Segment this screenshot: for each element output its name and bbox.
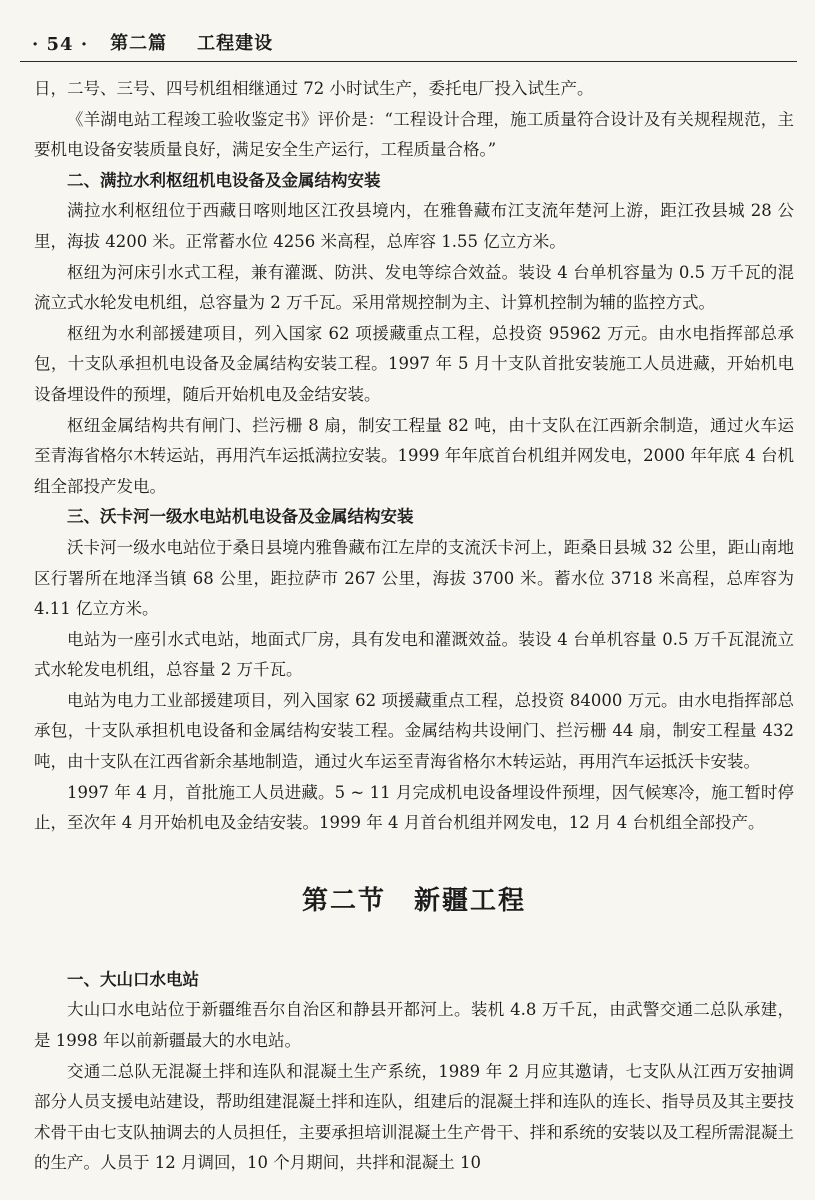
spacer [34,839,794,873]
page-number: · 54 · [32,34,89,55]
paragraph: 交通二总队无混凝土拌和连队和混凝土生产系统，1989 年 2 月应其邀请，七支队从江西万安抽调部分人员支援电站建设，帮助组建混凝土拌和连队，组建后的混凝土拌和连队的连长、指导员及其主要技术骨干由七支队抽调去的人员担任，主要承担培训混凝土生产骨干、拌和系统的安装以及工程所需混凝土的生产。人员于 12 月调回，10 个月期间，共拌和混凝土 10 [34,1061,794,1173]
paragraph: 电站为电力工业部援建项目，列入国家 62 项援藏重点工程，总投资 84000 万元。由水电指挥部总承包，十支队承担机电设备和金属结构安装工程。金属结构共设闸门、拦污栅 44 扇，制安工程量 432 吨，由十支队在江西省新余基地制造，通过火车运至青海省格尔木转运站，再用汽车运抵沃卡安装。 [34,690,794,772]
paragraph: 枢纽金属结构共有闸门、拦污栅 8 扇，制安工程量 82 吨，由十支队在江西新余制造，通过火车运至青海省格尔木转运站，再用汽车运抵满拉安装。1999 年年底首台机组并网发电，2000 年年底 4 台机组全部投产发电。 [34,415,794,496]
paragraph: 枢纽为河床引水式工程，兼有灌溉、防洪、发电等综合效益。装设 4 台单机容量为 0.5 万千瓦的混流立式水轮发电机组，总容量为 2 万千瓦。采用常规控制为主、计算机控制为辅的监控方式。 [34,262,794,313]
subsection-heading-manla: 二、满拉水利枢纽机电设备及金属结构安装 [67,170,381,190]
running-header [20,26,797,62]
paragraph: 1997 年 4 月，首批施工人员进藏。5 ~ 11 月完成机电设备埋设件预埋，因气候寒冷，施工暂时停止，至次年 4 月开始机电及金结安装。1999 年 4 月首台机组并网发电，12 月 4 台机组全部投产。 [34,782,794,833]
document-body [34,74,794,1179]
paragraph: 《羊湖电站工程竣工验收鉴定书》评价是：“工程设计合理，施工质量符合设计及有关规程规范，主要机电设备安装质量良好，满足安全生产运行，工程质量合格。” [34,109,794,160]
paragraph: 大山口水电站位于新疆维吾尔自治区和静县开都河上。装机 4.8 万千瓦，由武警交通二总队承建，是 1998 年以前新疆最大的水电站。 [34,1000,794,1051]
subsection-heading-wokahe: 三、沃卡河一级水电站机电设备及金属结构安装 [67,507,414,527]
paragraph: 满拉水利枢纽位于西藏日喀则地区江孜县境内，在雅鲁藏布江支流年楚河上游，距江孜县城 28 公里，海拔 4200 米。正常蓄水位 4256 米高程，总库容 1.55 亿立方米。 [34,201,794,251]
section-title: 第二节 新疆工程 [301,885,526,916]
paragraph: 沃卡河一级水电站位于桑日县境内雅鲁藏布江左岸的支流沃卡河上，距桑日县城 32 公里，距山南地区行署所在地泽当镇 68 公里，距拉萨市 267 公里，海拔 3700 米。蓄水位 3718 米高程，总库容为 4.11 亿立方米。 [34,537,794,619]
chapter-label: 工程建设 [197,33,274,54]
spacer [34,929,794,965]
paragraph-continued: 日，二号、三号、四号机组相继通过 72 小时试生产，委托电厂投入试生产。 [34,79,594,98]
subsection-heading-dashankou: 一、大山口水电站 [67,969,199,989]
paragraph: 枢纽为水利部援建项目，列入国家 62 项援藏重点工程，总投资 95962 万元。由水电指挥部总承包，十支队承担机电设备及金属结构安装工程。1997 年 5 月十支队首批安装施工人员进藏，开始机电设备埋设件的预埋，随后开始机电及金结安装。 [34,323,794,404]
part-label: 第二篇 [110,33,168,54]
paragraph: 电站为一座引水式电站，地面式厂房，具有发电和灌溉效益。装设 4 台单机容量 0.5 万千瓦混流立式水轮发电机组，总容量 2 万千瓦。 [34,629,794,680]
